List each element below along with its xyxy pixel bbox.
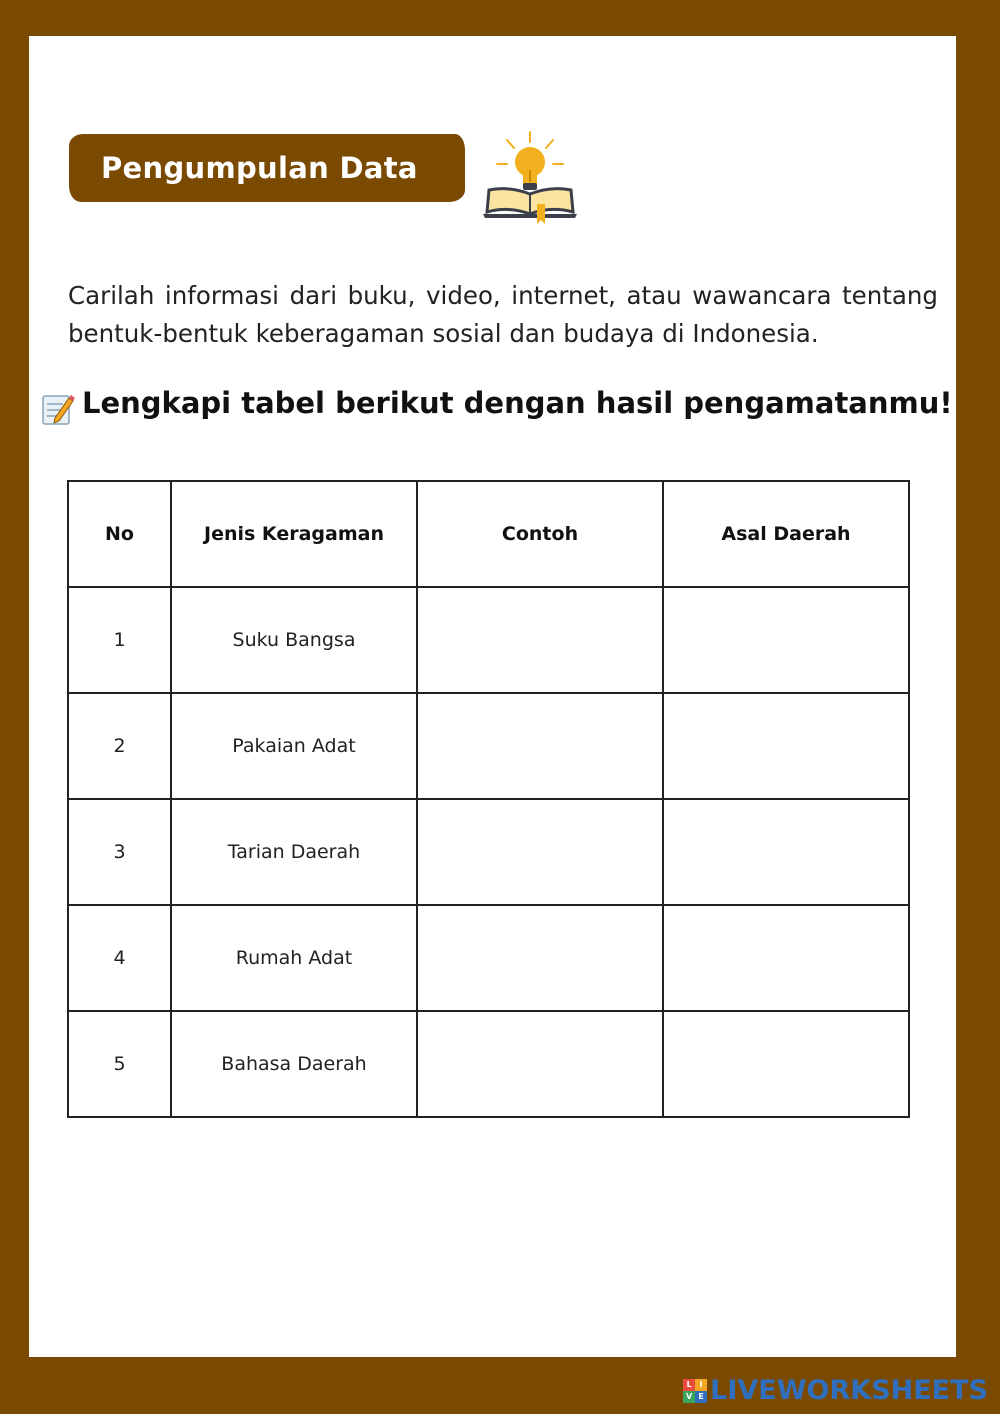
cell-no: 1 — [68, 587, 171, 693]
cell-no: 5 — [68, 1011, 171, 1117]
cell-jenis: Suku Bangsa — [171, 587, 417, 693]
table-row — [68, 905, 909, 1011]
section-banner — [69, 134, 465, 202]
cell-jenis: Tarian Daerah — [171, 799, 417, 905]
intro-paragraph: Carilah informasi dari buku, video, internet, atau wawancara tentang bentuk-bentuk keberagaman sosial dan budaya di Indonesia. — [68, 280, 938, 348]
cell-no: 3 — [68, 799, 171, 905]
cell-no: 2 — [68, 693, 171, 799]
table-row — [68, 587, 909, 693]
table-row — [68, 799, 909, 905]
cell-asal-input[interactable] — [663, 693, 909, 799]
cell-jenis: Rumah Adat — [171, 905, 417, 1011]
brand-name: LIVEWORKSHEETS — [710, 1375, 988, 1406]
lightbulb-book-icon — [479, 128, 581, 228]
table-header-row — [68, 481, 909, 587]
cell-asal-input[interactable] — [663, 587, 909, 693]
cell-contoh-input[interactable] — [417, 799, 663, 905]
table-row — [68, 693, 909, 799]
header-contoh: Contoh — [417, 481, 663, 587]
worksheet-page — [29, 36, 956, 1357]
header-jenis-keragaman: Jenis Keragaman — [171, 481, 417, 587]
instruction-heading: Lengkapi tabel berikut dengan hasil pengamatanmu! — [82, 386, 953, 420]
liveworksheets-logo-icon: L I V E — [683, 1379, 707, 1403]
liveworksheets-brand[interactable] — [683, 1375, 988, 1406]
cell-no: 4 — [68, 905, 171, 1011]
cell-contoh-input[interactable] — [417, 905, 663, 1011]
section-title: Pengumpulan Data — [101, 151, 418, 185]
cell-jenis: Bahasa Daerah — [171, 1011, 417, 1117]
table-row — [68, 1011, 909, 1117]
cell-asal-input[interactable] — [663, 1011, 909, 1117]
cell-contoh-input[interactable] — [417, 693, 663, 799]
cell-contoh-input[interactable] — [417, 587, 663, 693]
cell-asal-input[interactable] — [663, 905, 909, 1011]
data-table — [67, 480, 910, 1118]
cell-asal-input[interactable] — [663, 799, 909, 905]
header-no: No — [68, 481, 171, 587]
header-asal-daerah: Asal Daerah — [663, 481, 909, 587]
memo-pencil-icon — [41, 392, 75, 426]
cell-contoh-input[interactable] — [417, 1011, 663, 1117]
cell-jenis: Pakaian Adat — [171, 693, 417, 799]
